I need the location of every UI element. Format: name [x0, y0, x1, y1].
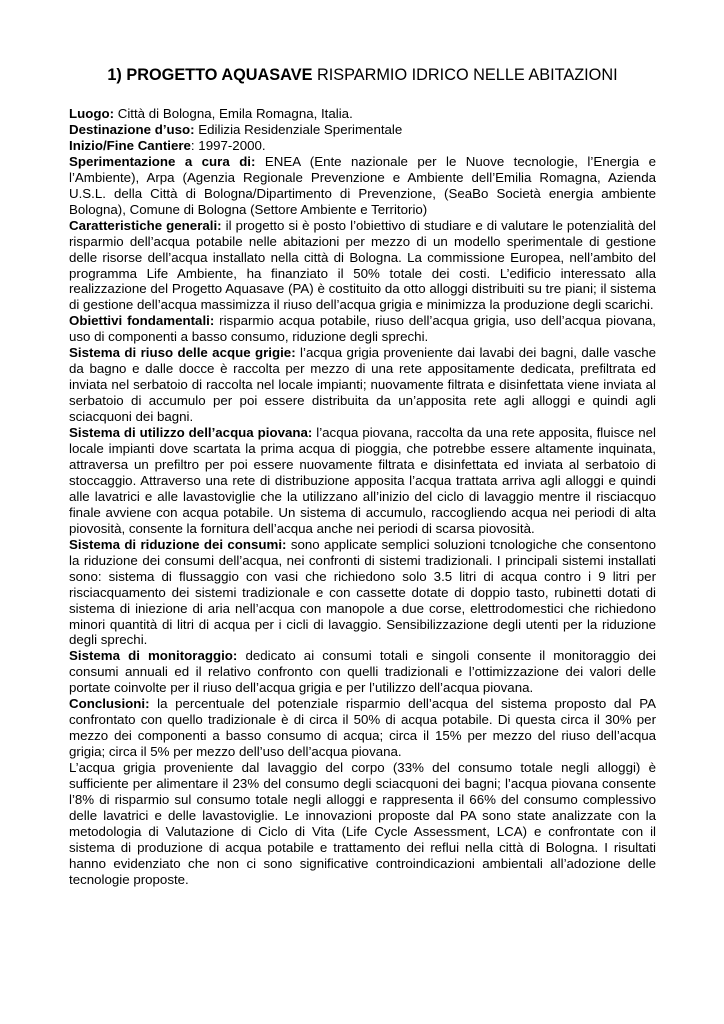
paragraph-text: dedicato ai consumi totali e singoli consente il monitoraggio dei consumi annuali ed il relativo confronto con quelli tradizionali e l’ottimizzazione dei valori delle portate coinvolte per il riuso dell’acqua grigia e per l’utilizzo dell’acqua piovana.	[69, 648, 657, 696]
title-bold: 1) PROGETTO AQUASAVE	[107, 66, 313, 84]
paragraph-label: Sistema di utilizzo dell’acqua piovana:	[69, 425, 313, 441]
paragraph-text: l’acqua grigia proveniente dai lavabi dei bagni, dalle vasche da bagno e dalle docce è raccolta per mezzo di una rete appositamente dedicata, prefiltrata ed inviata nel serbatoio di raccolta nel locale impianti; nuovamente filtrata e disinfettata viene inviata al serbatoio di accumulo per poi essere distribuita da un’apposita rete agli alloggi e quindi agli sciacquoni dei bagni.	[69, 345, 656, 425]
paragraph-label: Obiettivi fondamentali:	[69, 313, 215, 329]
paragraph-text: il progetto si è posto l’obiettivo di studiare e di valutare le potenzialità del risparmio dell’acqua potabile nelle abitazioni per mezzo di un modello sperimentale di gestione delle risorse dell’acqua installato nella città di Bologna. La commissione Europea, nell’ambito del programma Life Ambiente, ha finanziato il 50% totale dei costi. L’edificio interessato alla realizzazione del Progetto Aquasave (PA) è costituito da otto alloggi distribuiti su tre piani; il sistema di gestione dell’acqua massimizza il riuso dell’acqua grigia e minimizza la produzione degli scarichi.	[69, 217, 657, 313]
paragraph-text: la percentuale del potenziale risparmio dell’acqua del sistema proposto dal PA confrontato con quello tradizionale è di circa il 50% di acqua potabile. Di questa circa il 30% per mezzo dei componenti a basso consumo di acqua; circa il 15% per mezzo del riuso dell’acqua grigia; circa il 5% per mezzo dell’uso dell’acqua piovana.	[69, 696, 656, 760]
paragraph-label: Caratteristiche generali:	[69, 217, 222, 233]
paragraph-label: Sistema di riuso delle acque grigie:	[69, 345, 296, 361]
paragraph-label: Sistema di monitoraggio:	[69, 648, 238, 664]
paragraph-label: Inizio/Fine Cantiere	[69, 137, 191, 153]
paragraph-riduzione-consumi	[69, 537, 656, 649]
paragraph-label: Conclusioni:	[69, 696, 150, 712]
paragraph-caratteristiche	[69, 218, 656, 314]
paragraph-acqua-piovana	[69, 425, 656, 537]
paragraph-text: sono applicate semplici soluzioni tcnologiche che consentono la riduzione dei consumi dell’acqua, nei confronti di sistemi tradizionali. I principali sistemi installati sono: sistema di flussaggio con vasi che richiedono solo 3.5 litri di acqua contro i 9 litri per risciacquamento dei sistemi tradizionale e con cassette dotate di doppio tasto, rubinetti dotati di sistema di iniezione di aria nell’acqua con manopole a due corse, elettrodomestici che richiedono minori quantità di litri di acqua per i cicli di lavaggio. Sensibilizzazione degli utenti per la riduzione degli sprechi.	[69, 536, 656, 648]
paragraph-label: Luogo:	[69, 106, 115, 121]
paragraph-destinazione	[69, 122, 656, 138]
paragraph-conclusioni-continued	[69, 760, 656, 888]
paragraph-obiettivi	[69, 313, 656, 345]
paragraph-monitoraggio	[69, 648, 656, 696]
paragraph-text: Città di Bologna, Emila Romagna, Italia.	[114, 106, 353, 121]
paragraph-cantiere	[69, 138, 656, 154]
paragraph-label: Sistema di riduzione dei consumi:	[69, 536, 287, 552]
paragraph-label: Destinazione d’uso:	[69, 121, 195, 137]
paragraph-sperimentazione	[69, 154, 656, 218]
paragraph-luogo	[69, 106, 656, 122]
paragraph-text: : 1997-2000.	[190, 137, 266, 153]
document-body	[69, 106, 656, 888]
paragraph-text: ENEA (Ente nazionale per le Nuove tecnologie, l’Energia e l’Ambiente), Arpa (Agenzia Regionale Prevenzione e Ambiente dell’Emilia Romagna, Azienda U.S.L. della Città di Bologna/Dipartimento di Prevenzione, (SeaBo Società energia ambiente Bologna), Comune di Bologna (Settore Ambiente e Territorio)	[69, 153, 656, 217]
paragraph-text: l’acqua piovana, raccolta da una rete apposita, fluisce nel locale impianti dove scartata la prima acqua di pioggia, che potrebbe essere altamente inquinata, attraversa un prefiltro per poi essere nuovamente filtrata e disinfettata ed inviata al serbatoio di stoccaggio. Attraverso una rete di distribuzione apposita l’acqua trattata arriva agli alloggi e quindi alle lavatrici e alle lavastoviglie che la utilizzano all’inizio del ciclo di lavaggio mentre il risciacquo finale avviene con acqua potabile. Un sistema di accumulo, raccogliendo acqua nei periodi di alta piovosità, consente la fornitura dell’acqua anche nei periodi di scarsa piovosità.	[69, 425, 656, 536]
paragraph-conclusioni	[69, 696, 656, 760]
paragraph-text: Edilizia Residenziale Sperimentale	[194, 121, 403, 137]
paragraph-acque-grigie	[69, 345, 656, 425]
paragraph-text: L’acqua grigia proveniente dal lavaggio del corpo (33% del consumo totale negli alloggi) è sufficiente per alimentare il 23% del consumo degli sciacquoni dei bagni; l’acqua piovana consente l’8% di risparmio sul consumo totale negli alloggi e rappresenta il 66% del consumo complessivo delle lavatrici e delle lavastoviglie. Le innovazioni proposte dal PA sono state analizzate con la metodologia di Valutazione di Ciclo di Vita (Life Cycle Assessment, LCA) e confrontate con il sistema di produzione di acqua potabile e trattamento dei reflui nella città di Bologna. I risultati hanno evidenziato che non ci sono significative controindicazioni ambientali all’adozione delle tecnologie proposte.	[69, 760, 656, 887]
title-rest: RISPARMIO IDRICO NELLE ABITAZIONI	[312, 66, 618, 84]
paragraph-text: risparmio acqua potabile, riuso dell’acqua grigia, uso dell’acqua piovana, uso di componenti a basso consumo, riduzione degli sprechi.	[69, 313, 657, 345]
paragraph-label: Sperimentazione a cura di:	[69, 153, 256, 169]
page-title	[69, 64, 656, 86]
